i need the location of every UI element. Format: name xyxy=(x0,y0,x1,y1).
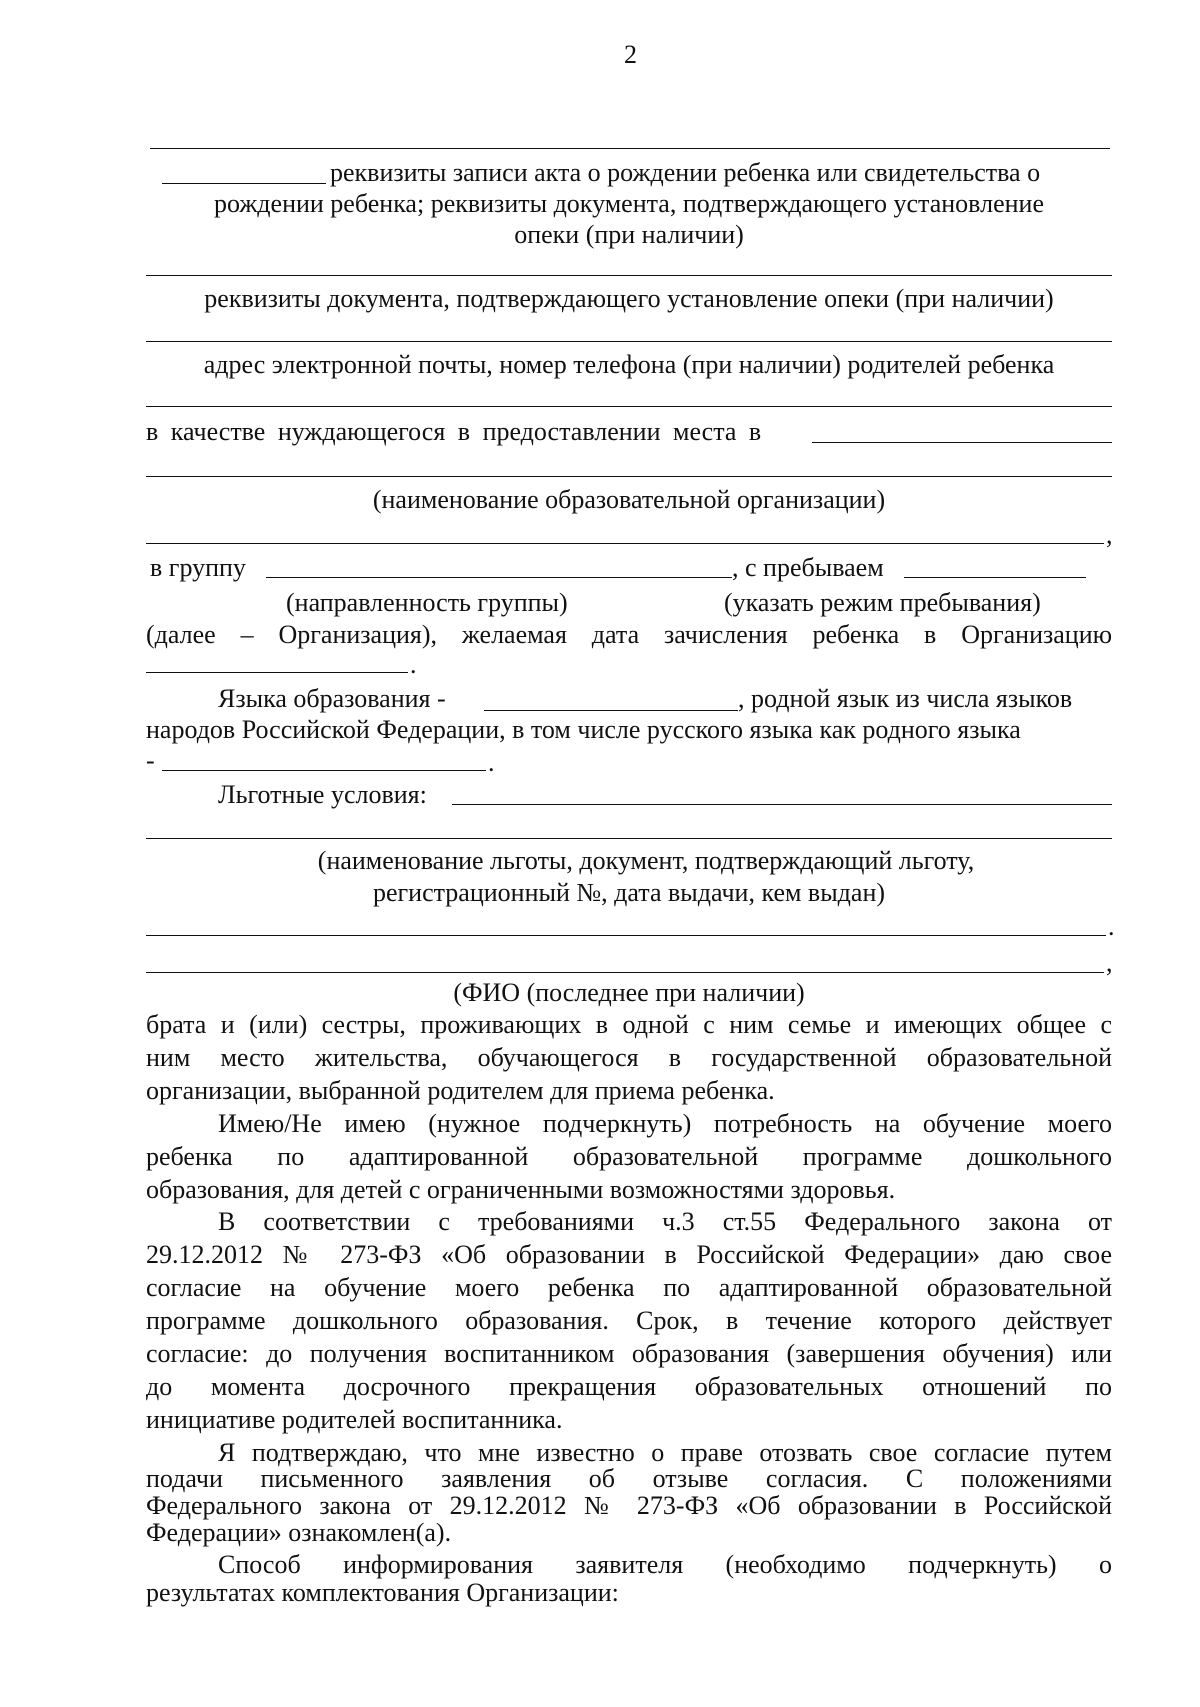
sibling-line-2: ним место жительства, обучающегося в государственной образовательной xyxy=(146,1043,1112,1072)
revoke-line-2: подачи письменного заявления об отзыве согласия. С положениями xyxy=(146,1464,1112,1493)
field-line xyxy=(162,183,326,184)
stay-mode-caption: (указать режим пребывания) xyxy=(724,588,1041,617)
word: – xyxy=(240,620,254,649)
consent-line-4: программе дошкольного образования. Срок, в течение которого действует xyxy=(146,1306,1112,1335)
guardianship-caption: реквизиты документа, подтверждающего установление опеки (при наличии) xyxy=(204,284,1054,313)
group-focus-caption: (направленность группы) xyxy=(286,588,568,617)
benefits-caption-1: (наименование льготы, документ, подтверждающий льготу, xyxy=(317,846,975,875)
word: Организация), xyxy=(278,620,438,649)
word: ребенка xyxy=(812,620,900,649)
org-caption: (наименование образовательной организации) xyxy=(372,485,886,514)
consent-line-5: согласие: до получения воспитанником образования (завершения обучения) или xyxy=(146,1339,1112,1368)
stay-label: , с пребываем xyxy=(732,553,884,582)
field-line xyxy=(146,275,1112,276)
field-line xyxy=(146,341,1112,342)
field-line xyxy=(150,148,1110,149)
place-input-line[interactable] xyxy=(812,442,1112,443)
consent-line-2: 29.12.2012 № 273-ФЗ «Об образовании в Российской Федерации» даю свое xyxy=(146,1240,1112,1269)
word: Организацию xyxy=(961,620,1113,649)
benefits-caption-2: регистрационный №, дата выдачи, кем выдан) xyxy=(372,878,886,907)
comma: , xyxy=(1106,520,1113,549)
stay-mode-input-line[interactable] xyxy=(904,577,1086,578)
group-label: в группу xyxy=(150,553,246,582)
benefits-input-line-3[interactable] xyxy=(146,935,1106,936)
native-language-input-line[interactable] xyxy=(162,770,486,771)
word: желаемая xyxy=(461,620,567,649)
language-label: Языка образования - xyxy=(218,684,446,713)
sibling-fio-input-line[interactable] xyxy=(146,972,1104,973)
inform-line-2: результатах комплектования Организации: xyxy=(146,1578,619,1607)
sibling-line-1: брата и (или) сестры, проживающих в одной с ним семье и имеющих общее с xyxy=(146,1010,1112,1039)
benefits-input-line-2[interactable] xyxy=(146,838,1112,839)
language-line-2: народов Российской Федерации, в том числе русского языка как родного языка xyxy=(146,715,1021,744)
org-name-input-line[interactable] xyxy=(146,543,1104,544)
period: . xyxy=(1108,912,1115,941)
consent-line-7: инициативе родителей воспитанника. xyxy=(146,1405,563,1434)
period: . xyxy=(410,650,417,679)
word: зачисления xyxy=(664,620,788,649)
page-number: 2 xyxy=(624,40,637,69)
organization-line xyxy=(146,622,1112,648)
language-rest: , родной язык из числа языков xyxy=(738,684,1073,713)
adapted-line-1: Имею/Не имею (нужное подчеркнуть) потребность на обучение моего xyxy=(218,1109,1112,1138)
adapted-line-3: образования, для детей с ограниченными возможностями здоровья. xyxy=(146,1175,896,1204)
desired-date-input-line[interactable] xyxy=(146,672,408,673)
comma: , xyxy=(1106,948,1113,977)
revoke-line-4: Федерации» ознакомлен(а). xyxy=(146,1518,452,1547)
field-line xyxy=(146,406,1112,407)
period: . xyxy=(488,748,495,777)
contact-caption: адрес электронной почты, номер телефона (при наличии) родителей ребенка xyxy=(203,350,1055,379)
birth-record-line-1: реквизиты записи акта о рождении ребенка или свидетельства о xyxy=(330,158,1041,187)
word: (далее xyxy=(146,620,216,649)
education-language-input-line[interactable] xyxy=(484,710,738,711)
field-line xyxy=(146,476,1112,477)
language-dash: - xyxy=(146,746,155,775)
consent-line-6: до момента досрочного прекращения образовательных отношений по xyxy=(146,1372,1112,1401)
need-place-text: в качестве нуждающегося в предоставлении места в xyxy=(146,417,762,446)
consent-line-3: согласие на обучение моего ребенка по адаптированной образовательной xyxy=(146,1273,1112,1302)
revoke-line-1: Я подтверждаю, что мне известно о праве отозвать свое согласие путем xyxy=(218,1438,1112,1467)
fio-caption: (ФИО (последнее при наличии) xyxy=(453,978,805,1007)
consent-line-1: В соответствии с требованиями ч.3 ст.55 Федерального закона от xyxy=(218,1207,1112,1236)
benefits-input-line[interactable] xyxy=(452,804,1112,805)
sibling-line-3: организации, выбранной родителем для приема ребенка. xyxy=(146,1076,775,1105)
birth-record-line-2: рождении ребенка; реквизиты документа, подтверждающего установление xyxy=(213,189,1044,218)
word: дата xyxy=(591,620,640,649)
word: в xyxy=(924,620,937,649)
group-focus-input-line[interactable] xyxy=(266,577,732,578)
benefits-label: Льготные условия: xyxy=(218,780,427,809)
birth-record-line-3: опеки (при наличии) xyxy=(514,220,744,249)
adapted-line-2: ребенка по адаптированной образовательной программе дошкольного xyxy=(146,1142,1112,1171)
inform-line-1: Способ информирования заявителя (необходимо подчеркнуть) о xyxy=(218,1550,1112,1579)
revoke-line-3: Федерального закона от 29.12.2012 № 273-ФЗ «Об образовании в Российской xyxy=(146,1491,1112,1520)
